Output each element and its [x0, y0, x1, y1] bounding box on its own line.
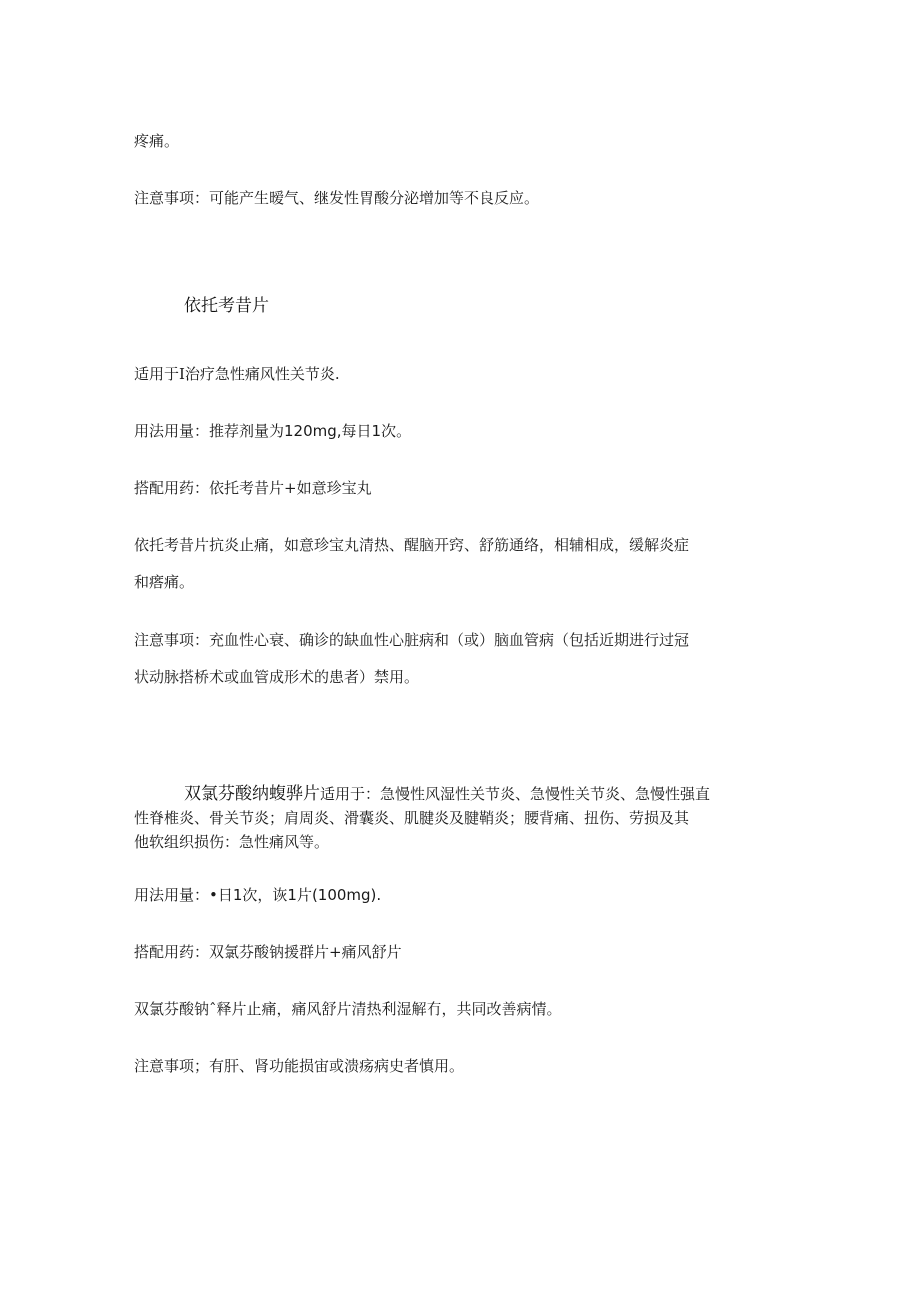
dosage-label: 用法用量：•日: [134, 886, 233, 904]
notice-text: 注意事项；有肝、肾功能损宙或溃疡病史者慎用。: [134, 1057, 465, 1075]
dosage-value: 120mg,每日1次。: [284, 422, 412, 440]
notice-line-1: 注意事项：充血性心衰、确诊的缺血性心脏病和（或）脑血管病（包括近期进行过冠: [134, 631, 690, 649]
dosage-text: [134, 885, 381, 905]
explanation-line-1: 依托考昔片抗炎止痛，如意珍宝丸清热、醒脑开窍、舒筋通络，相辅相成，缓解炎症: [134, 536, 690, 554]
notice-line-2: 状动脉搭桥术或血管成形术的患者）禁用。: [134, 668, 420, 686]
indication-text: 适用于I治疗急性痛风性关节炎.: [134, 365, 340, 383]
section-title-diclofenac: 双氯芬酸纳蝮骅片: [184, 784, 320, 804]
section-title-etoricoxib: 依托考昔片: [184, 296, 269, 316]
dosage-label: 用法用量：推荐剂量为: [134, 422, 285, 440]
indication-text-line-1: 适用于：急慢性风湿性关节炎、急慢性关节炎、急慢性强直: [320, 785, 711, 803]
indication-line-1: [184, 784, 710, 804]
dosage-text: [134, 421, 411, 441]
combination-text: 搭配用药：双氯芬酸钠援群片+痛风舒片: [134, 943, 402, 961]
explanation-text: 双氯芬酸钠ˆ释片止痛，痛风舒片清热利湿解冇，共同改善病情。: [134, 1000, 562, 1018]
dosage-value: 1次，诙1片(100mg).: [232, 886, 382, 904]
indication-line-2: 性脊椎炎、骨关节炎；肩周炎、滑囊炎、肌腱炎及腱鞘炎；腰背痛、扭伤、劳损及其: [134, 809, 690, 827]
combination-text: 搭配用药：依托考昔片+如意珍宝丸: [134, 479, 372, 497]
indication-line-3: 他软组织损伤：急性痛风等。: [134, 833, 330, 851]
pain-end-text: 疼痛。: [134, 132, 180, 150]
notice-text: 注意事项：可能产生暧气、继发性胃酸分泌增加等不良反应。: [134, 189, 540, 207]
explanation-line-2: 和瘩痛。: [134, 573, 195, 591]
